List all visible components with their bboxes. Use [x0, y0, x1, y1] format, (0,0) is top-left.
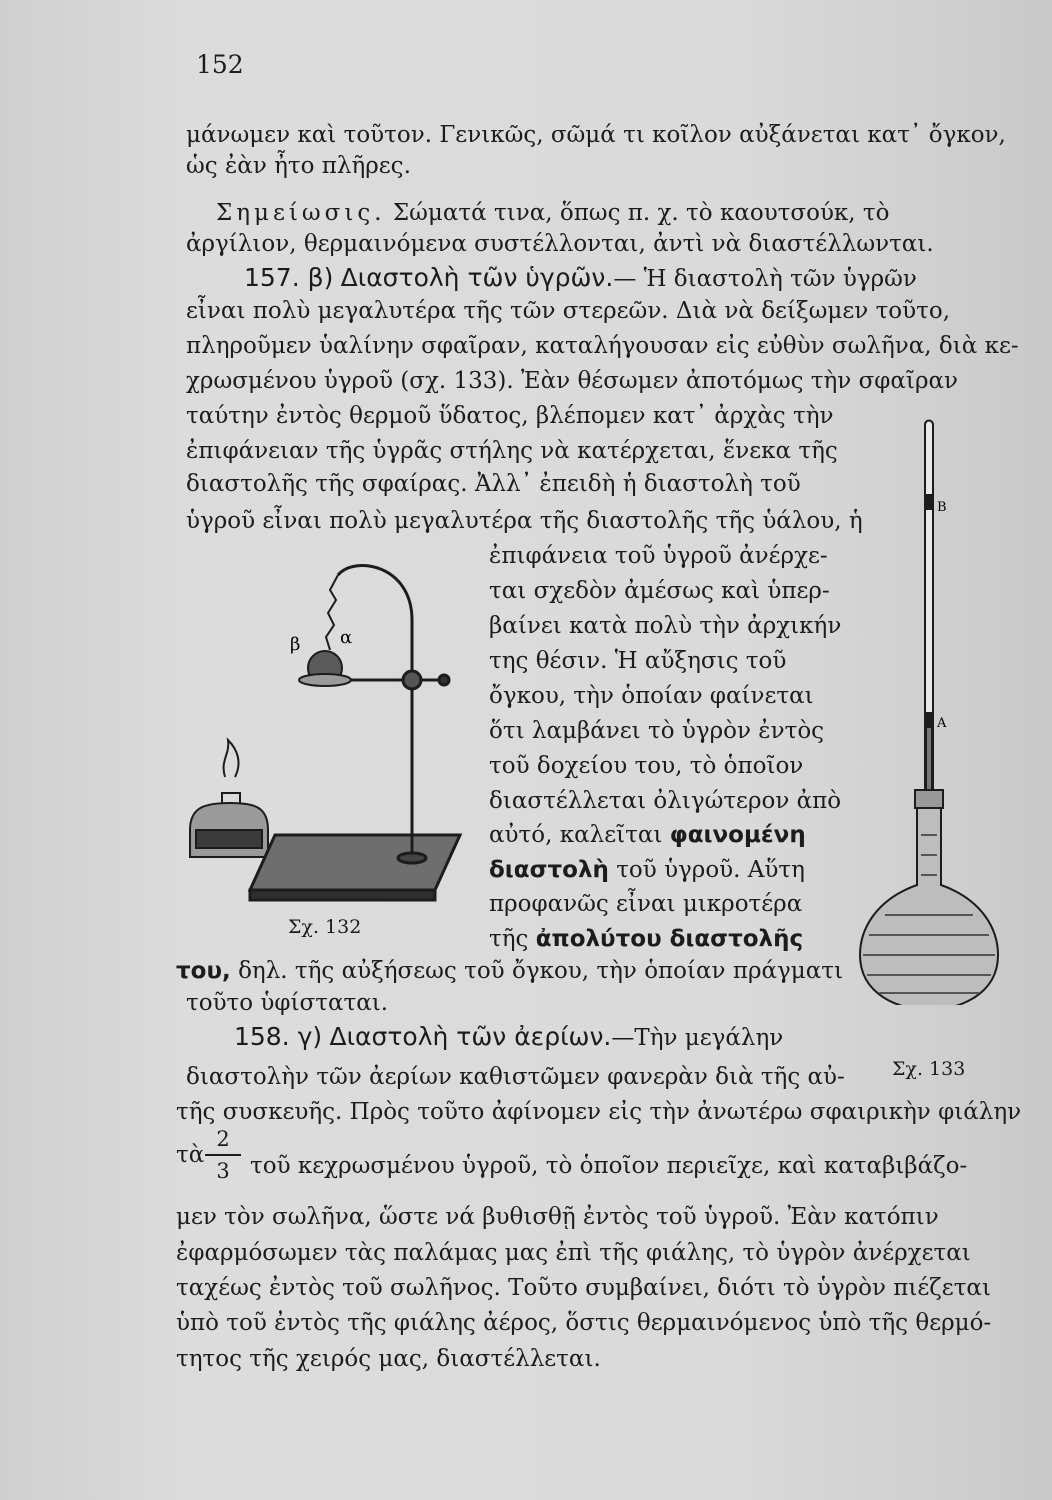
section-heading-157 — [244, 263, 917, 294]
text-line: ται σχεδὸν ἀμέσως καὶ ὑπερ- — [489, 578, 830, 604]
flame-icon — [224, 740, 239, 777]
text-line: μεν τὸν σωλῆνα, ὥστε νά βυθισθῇ ἐντὸς τοῦ ὑγροῦ. Ἐὰν κατόπιν — [176, 1204, 939, 1230]
text-line: χρωσμένου ὑγροῦ (σχ. 133). Ἐὰν θέσωμεν ἀποτόμως τὴν σφαῖραν — [186, 368, 958, 394]
ring-stand — [250, 565, 460, 900]
text-line: προφανῶς εἶναι μικροτέρα — [489, 891, 803, 917]
text-span: τῆς — [489, 926, 529, 952]
text-span: αὐτό, καλεῖται — [489, 822, 663, 848]
fraction-bar — [205, 1154, 241, 1156]
term-expansion: διαστολὴ — [489, 857, 609, 883]
text-line: ὑπὸ τοῦ ἐντὸς τῆς φιάλης ἀέρος, ὅστις θερμαινόμενος ὑπὸ τῆς θερμό- — [176, 1310, 992, 1336]
glass-tube — [925, 421, 933, 793]
text-line — [176, 956, 843, 986]
text-line: ἐφαρμόσωμεν τὰς παλάμας μας ἐπὶ τῆς φιάλης, τὸ ὑγρὸν ἀνέρχεται — [176, 1240, 971, 1266]
text-line: τὰ — [176, 1142, 205, 1168]
text-line: της θέσιν. Ἡ αὔξησις τοῦ — [489, 648, 787, 674]
note-label: Σημείωσις. — [216, 200, 386, 226]
label-a: α — [340, 627, 353, 648]
text-line: διαστολὴν τῶν ἀερίων καθιστῶμεν φανερὰν διὰ τῆς αὐ- — [186, 1064, 845, 1090]
fraction-numerator: 2 — [216, 1127, 230, 1151]
section-title: Διαστολὴ τῶν ὑγρῶν. — [340, 263, 614, 292]
text-line — [489, 924, 803, 954]
fraction-denominator: 3 — [216, 1159, 230, 1183]
note-text: Σώματά τινα, ὅπως π. χ. τὸ καουτσούκ, τὸ — [392, 200, 890, 226]
text-line — [489, 855, 805, 885]
text-line — [216, 198, 890, 228]
text-span: τοῦ ὑγροῦ. Αὕτη — [616, 857, 805, 883]
text-line: εἶναι πολὺ μεγαλυτέρα τῆς τῶν στερεῶν. Διὰ νὰ δείξωμεν τοῦτο, — [186, 298, 951, 324]
text-span: δηλ. τῆς αὐξήσεως τοῦ ὄγκου, τὴν ὁποίαν πράγματι — [238, 958, 843, 984]
section-number: 157. β) — [244, 263, 334, 292]
term-apparent: φαινομένη — [669, 822, 806, 848]
section-heading-158 — [234, 1022, 783, 1053]
text-line: τοῦ κεχρωσμένου ὑγροῦ, τὸ ὁποῖον περιεῖχε, καὶ καταβιβάζο- — [250, 1153, 968, 1179]
figure-132-caption: Σχ. 132 — [288, 916, 362, 938]
text-line: ἐπιφάνειαν τῆς ὑγρᾶς στήλης νὰ κατέρχεται, ἕνεκα τῆς — [186, 438, 838, 464]
text-line: ὡς ἐὰν ἦτο πλῆρες. — [186, 153, 411, 179]
text-line: τῆς συσκευῆς. Πρὸς τοῦτο ἀφίνομεν εἰς τὴν ἀνωτέρω σφαιρικὴν φιάλην — [176, 1099, 1022, 1125]
text-line: διαστολῆς τῆς σφαίρας. Ἀλλ᾽ ἐπειδὴ ἡ διαστολὴ τοῦ — [186, 471, 801, 497]
label-b: Β — [937, 500, 947, 515]
text-line: πληροῦμεν ὑαλίνην σφαῖραν, καταλήγουσαν εἰς εὐθὺν σωλῆνα, διὰ κε- — [186, 333, 1019, 359]
metal-sphere — [299, 651, 351, 686]
text-line: ὄγκου, τὴν ὁποίαν φαίνεται — [489, 683, 814, 709]
text-line: ταύτην ἐντὸς θερμοῦ ὕδατος, βλέπομεν κατ᾽ ἀρχὰς τὴν — [186, 403, 834, 429]
figure-132-illustration — [180, 545, 480, 925]
section-intro: —Τὴν μεγάλην — [611, 1025, 784, 1051]
term-absolute-expansion: ἀπολύτου διαστολῆς — [535, 926, 804, 952]
spirit-lamp — [190, 740, 268, 857]
text-line: τοῦ δοχείου του, τὸ ὁποῖον — [489, 753, 804, 779]
fraction-two-thirds — [205, 1126, 241, 1184]
label-a: Α — [937, 716, 947, 731]
text-line — [489, 820, 806, 850]
text-line: ταχέως ἐντὸς τοῦ σωλῆνος. Τοῦτο συμβαίνει, διότι τὸ ὑγρὸν πιέζεται — [176, 1275, 991, 1301]
text-line: ὅτι λαμβάνει τὸ ὑγρὸν ἐντὸς — [489, 718, 825, 744]
page-number: 152 — [196, 50, 244, 79]
figure-133-caption: Σχ. 133 — [892, 1058, 966, 1080]
figure-133-illustration — [855, 415, 1035, 1005]
text-line: τητος τῆς χειρός μας, διαστέλλεται. — [176, 1346, 601, 1372]
text-line: ὑγροῦ εἶναι πολὺ μεγαλυτέρα τῆς διαστολῆς τῆς ὑάλου, ἡ — [186, 508, 863, 534]
label-b: β — [290, 634, 301, 655]
term-continuation: του, — [176, 958, 231, 984]
section-intro: — Ἡ διαστολὴ τῶν ὑγρῶν — [613, 266, 917, 292]
text-line: βαίνει κατὰ πολὺ τὴν ἀρχικήν — [489, 613, 842, 639]
section-number: 158. γ) — [234, 1022, 323, 1051]
text-line: ἀργίλιον, θερμαινόμενα συστέλλονται, ἀντὶ νὰ διαστέλλωνται. — [186, 231, 934, 257]
section-title: Διαστολὴ τῶν ἀερίων. — [329, 1022, 612, 1051]
text-line: μάνωμεν καὶ τοῦτον. Γενικῶς, σῶμά τι κοῖλον αὐξάνεται κατ᾽ ὄγκον, — [186, 122, 1006, 148]
text-line: ἐπιφάνεια τοῦ ὑγροῦ ἀνέρχε- — [489, 543, 828, 569]
glass-flask — [860, 790, 998, 1005]
text-line: τοῦτο ὑφίσταται. — [186, 990, 389, 1016]
text-line: διαστέλλεται ὀλιγώτερον ἀπὸ — [489, 788, 842, 814]
